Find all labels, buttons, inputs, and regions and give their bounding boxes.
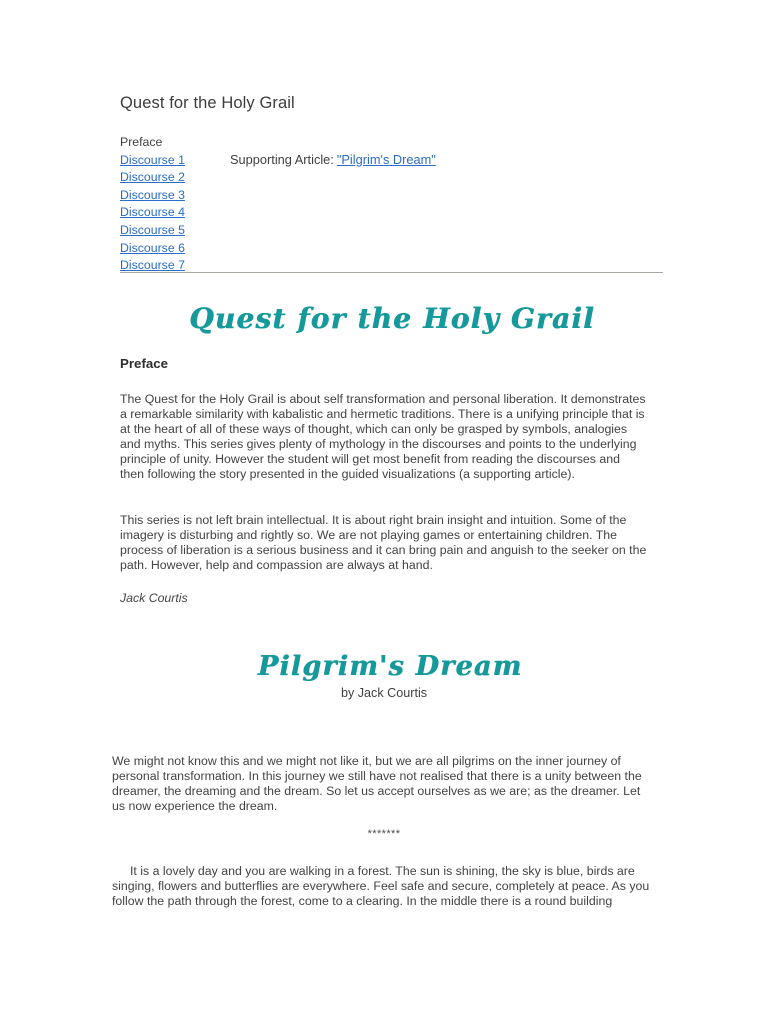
decorative-title-dream: Pilgrim's Dream <box>257 651 523 682</box>
toc-item-discourse-1[interactable] <box>120 152 230 170</box>
preface-paragraph-1: The Quest for the Holy Grail is about self transformation and personal liberation. It demonstrates a remarkable similarity with kabalistic and hermetic traditions. There is a unifying principle that is at the heart of all of these ways of thought, which can only be grasped by symbols, analogies and myths. This series gives plenty of mythology in the discourses and points to the underlying principle of unity. However the student will get most benefit from reading the discourses and then following the story presented in the guided visualizations (a supporting article). <box>120 392 646 481</box>
toc-item-preface <box>120 134 230 152</box>
toc-label: Preface <box>120 135 163 149</box>
toc-link-discourse-3[interactable]: Discourse 3 <box>120 187 185 202</box>
toc-link-discourse-6[interactable]: Discourse 6 <box>120 240 185 255</box>
table-of-contents <box>120 134 665 275</box>
toc-link-discourse-4[interactable]: Discourse 4 <box>120 205 185 220</box>
author-signature: Jack Courtis <box>120 591 188 605</box>
toc-item-discourse-6[interactable] <box>120 240 230 258</box>
toc-link-discourse-1[interactable]: Discourse 1 <box>120 152 185 167</box>
toc-link-discourse-7[interactable]: Discourse 7 <box>120 258 185 273</box>
supporting-article-link[interactable]: "Pilgrim's Dream" <box>336 152 436 167</box>
supporting-article-line <box>230 151 436 169</box>
asterisk-separator: ******* <box>367 828 401 840</box>
toc-item-discourse-4[interactable] <box>120 204 230 222</box>
dream-paragraph-2: It is a lovely day and you are walking in a forest. The sun is shining, the sky is blue, birds are singing, flowers and butterflies are everywhere. Feel safe and secure, completely at peace. As you follow the path through the forest, come to a clearing. In the middle there is a round building <box>112 864 650 908</box>
article-byline: by Jack Courtis <box>340 686 428 700</box>
toc-item-discourse-2[interactable] <box>120 169 230 187</box>
supporting-article-label: Supporting Article: <box>230 152 334 167</box>
toc-link-discourse-5[interactable]: Discourse 5 <box>120 222 185 237</box>
toc-item-discourse-3[interactable] <box>120 187 230 205</box>
section-heading-preface: Preface <box>120 356 169 371</box>
page-title: Quest for the Holy Grail <box>120 94 295 112</box>
decorative-title-grail: Quest for the Holy Grail <box>189 302 595 335</box>
toc-list <box>120 134 230 275</box>
preface-paragraph-2: This series is not left brain intellectual. It is about right brain insight and intuition. Some of the imagery is disturbing and rightly so. We are not playing games or entertaining children. The process of liberation is a serious business and it can bring pain and anguish to the seeker on the path. However, help and compassion are always at hand. <box>120 513 647 572</box>
dream-paragraph-1: We might not know this and we might not like it, but we are all pilgrims on the inner journey of personal transformation. In this journey we still have not realised that there is a unity between the dreamer, the dreaming and the dream. So let us accept ourselves as we are; as the dreamer. Let us now experience the dream. <box>112 754 642 813</box>
header-divider <box>120 272 663 273</box>
toc-item-discourse-5[interactable] <box>120 222 230 240</box>
toc-link-discourse-2[interactable]: Discourse 2 <box>120 170 185 185</box>
